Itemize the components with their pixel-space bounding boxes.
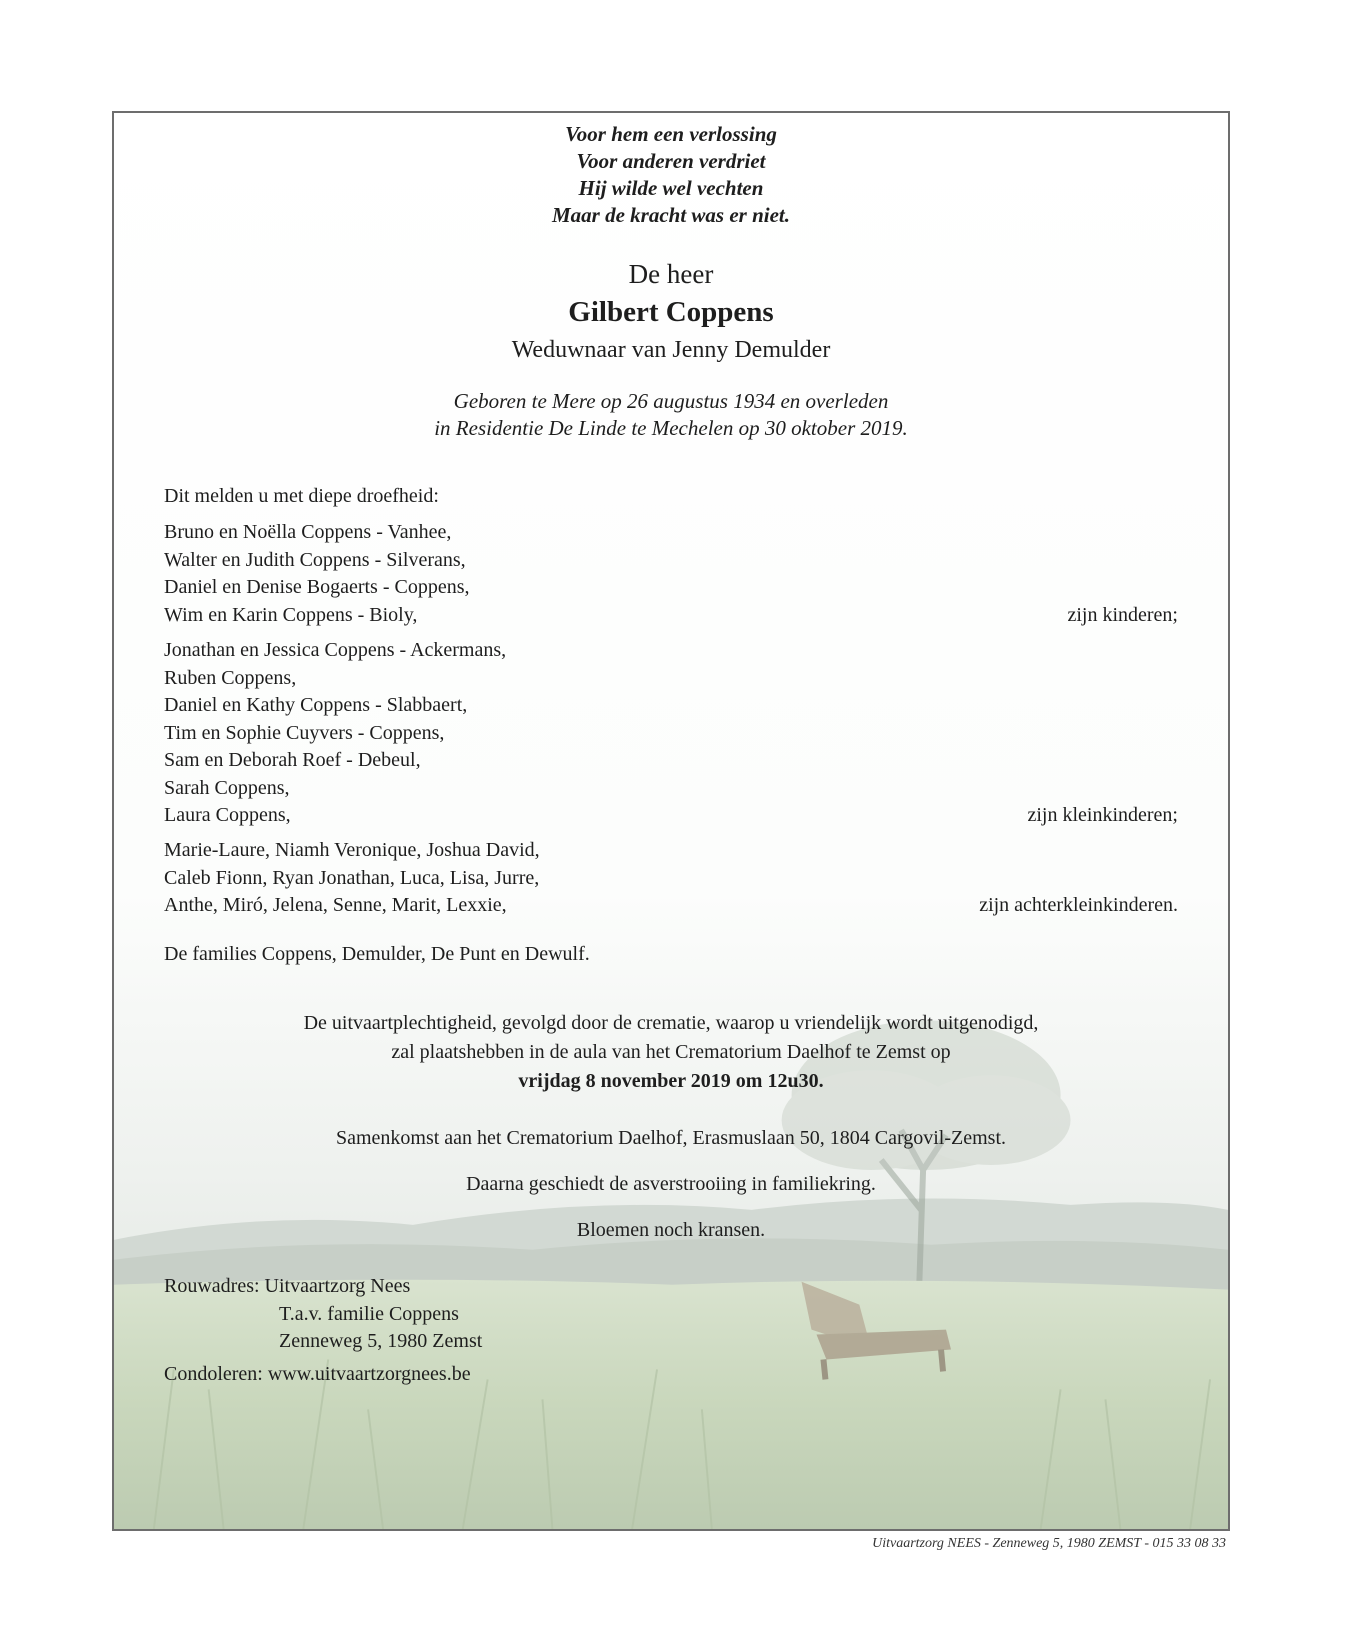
children-list [164, 519, 469, 629]
list-item: Sarah Coppens, [164, 776, 290, 799]
list-item: Anthe, Miró, Jelena, Senne, Marit, Lexxie, [164, 894, 507, 916]
list-item: Tim en Sophie Cuyvers - Coppens, [164, 721, 445, 744]
condolence-text: Condoleren: www.uitvaartzorgnees.be [164, 1363, 471, 1385]
list-item: Daniel en Denise Bogaerts - Coppens, [164, 576, 470, 598]
honorific: De heer [628, 259, 714, 289]
list-item: Jonathan en Jessica Coppens - Ackermans, [164, 639, 507, 661]
ceremony-line: zal plaatshebben in de aula van het Crematorium Daelhof te Zemst op [391, 1041, 951, 1063]
spouse-line: Weduwnaar van Jenny Demulder [511, 337, 831, 363]
list-item: Sam en Deborah Roef - Debeul, [164, 749, 421, 771]
list-item: Caleb Fionn, Ryan Jonathan, Luca, Lisa, Jurre, [164, 866, 540, 889]
list-item: Ruben Coppens, [164, 666, 297, 689]
poem-line: Voor hem een verlossing [565, 122, 777, 146]
list-item: Marie-Laure, Niamh Veronique, Joshua David, [164, 839, 540, 861]
flowers-text: Bloemen noch kransen. [576, 1219, 766, 1241]
list-item: Bruno en Noëlla Coppens - Vanhee, [164, 521, 452, 543]
scattering-text: Daarna geschiedt de asverstrooiing in familiekring. [466, 1173, 876, 1195]
list-item: Laura Coppens, [164, 804, 291, 826]
deceased-name: Gilbert Coppens [568, 296, 774, 328]
birth-line: Geboren te Mere op 26 augustus 1934 en overleden [453, 389, 889, 413]
poem-line: Voor anderen verdriet [576, 149, 766, 173]
intro-text: Dit melden u met diepe droefheid: [164, 485, 439, 507]
great-grandchildren-list [164, 837, 540, 920]
address-line: Uitvaartzorg Nees [264, 1275, 411, 1297]
children-relation: zijn kinderen; [1067, 603, 1178, 626]
grandchildren-list [164, 637, 506, 830]
poem-line: Hij wilde wel vechten [578, 176, 764, 200]
ceremony-date: vrijdag 8 november 2019 om 12u30. [518, 1070, 824, 1092]
great-grandchildren-relation: zijn achterkleinkinderen. [979, 894, 1178, 916]
list-item: Wim en Karin Coppens - Bioly, [164, 603, 418, 626]
list-item: Daniel en Kathy Coppens - Slabbaert, [164, 694, 468, 716]
address-label: Rouwadres: [164, 1275, 265, 1297]
footer-text: Uitvaartzorg NEES - Zenneweg 5, 1980 ZEMST - 015 33 08 33 [872, 1536, 1226, 1551]
poem-line: Maar de kracht was er niet. [551, 203, 790, 227]
obituary-card [112, 111, 1230, 1531]
address-line: Zenneweg 5, 1980 Zemst [279, 1330, 483, 1352]
gathering-text: Samenkomst aan het Crematorium Daelhof, Erasmuslaan 50, 1804 Cargovil-Zemst. [335, 1127, 1007, 1149]
grandchildren-relation: zijn kleinkinderen; [1027, 804, 1178, 826]
birth-line: in Residentie De Linde te Mechelen op 30 oktober 2019. [434, 416, 908, 440]
ceremony-line: De uitvaartplechtigheid, gevolgd door de crematie, waarop u vriendelijk wordt uitgenodigd, [303, 1012, 1039, 1034]
list-item: Walter en Judith Coppens - Silverans, [164, 548, 466, 571]
address-line: T.a.v. familie Coppens [279, 1302, 459, 1325]
mourning-address [164, 1273, 482, 1356]
families-text: De families Coppens, Demulder, De Punt en Dewulf. [164, 943, 590, 965]
